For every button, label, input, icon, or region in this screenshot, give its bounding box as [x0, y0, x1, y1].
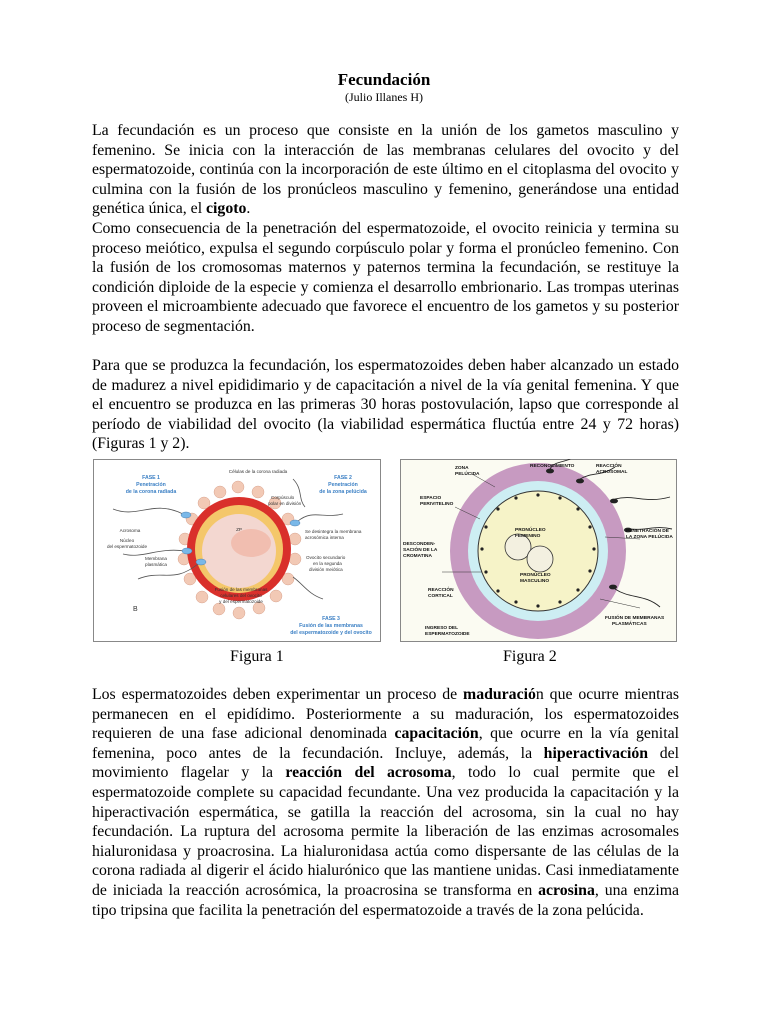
- panel-letter-b: B: [133, 606, 138, 613]
- membrana-line2: plasmática: [145, 562, 167, 567]
- term-reaccion-acrosoma: reacción del acrosoma: [285, 764, 452, 782]
- reaccion-cortical-line2: CORTICAL: [428, 594, 453, 599]
- fusion-line2: celulares del ovocito: [220, 593, 262, 598]
- paragraph-intro-end: .: [246, 200, 251, 218]
- reconocimiento-label: RECONOCIMIENTO: [530, 464, 575, 469]
- ovocito-line2: en la segunda: [313, 561, 342, 566]
- espacio-line2: PERIVITELINO: [420, 502, 454, 507]
- fusion-membranas-label: FUSIÓN DE MEMBRANAS: [605, 616, 665, 621]
- desintegra-line2: acrosómica interna: [305, 535, 344, 540]
- femenino-line2: FEMENINO: [515, 534, 541, 539]
- term-maduracion: maduració: [463, 686, 536, 703]
- membrana-label: Membrana: [145, 556, 167, 561]
- masculino-label: PRONÚCLEO: [520, 573, 551, 578]
- text-span: n que ocurre mientras permanecen en el epidídimo. Posteriormente a su maduración, los espermatozoides requieren de una fase adicional denominada: [92, 686, 679, 743]
- paragraph-meiosis: Como consecuencia de la penetración del espermatozoide, el ovocito reinicia y termina su proceso meiótico, expulsa el segundo corpúsculo polar y forma el pronúcleo femenino. Con la fusión de los cromosomas maternos y paternos termina la fecundación, se restituye la condición diploide de la especie y comienza el desarrollo embrionario. Las trompas uterinas proveen el microambiente adecuado que favorece el encuentro de los gametos y su posterior proceso de segmentación.: [92, 220, 679, 335]
- zp-label: ZP: [236, 527, 242, 532]
- text-span: del movimiento flagelar y la: [92, 744, 679, 782]
- fase2-label: FASE 2: [334, 475, 352, 481]
- document-title: Fecundación: [337, 70, 431, 89]
- ovocito-line3: división meiótica: [309, 567, 343, 572]
- ovocito-label: Ovocito secundario: [306, 555, 346, 560]
- fase3-line2: Fusión de las membranas: [299, 623, 363, 629]
- paragraph-intro: [92, 121, 679, 219]
- fase2-line3: de la zona pelúcida: [319, 489, 367, 495]
- fase3-line3: del espermatozoide y del ovocito: [290, 630, 372, 636]
- fase2-line2: Penetración: [328, 482, 358, 488]
- corona-label: Células de la corona radiada: [228, 469, 288, 474]
- corpusculo-line2: polar en división: [268, 501, 302, 506]
- figure-1-fertilization-phases: [93, 459, 381, 642]
- figure-1-caption: Figura 1: [230, 648, 284, 665]
- penetracion-line2: LA ZONA PELÚCIDA: [626, 535, 673, 540]
- paragraph-maturation: [92, 685, 679, 920]
- fase1-line2: Penetración: [136, 482, 166, 488]
- reaccion-acrosomal-label: REACCIÓN: [596, 464, 622, 469]
- text-span: , una enzima tipo tripsina que facilita la penetración del espermatozoide a través de la zona pelúcida.: [92, 881, 680, 919]
- document-author: (Julio Illanes H): [345, 90, 423, 104]
- figure-2-caption: Figura 2: [503, 648, 557, 665]
- pronucleus-male: [527, 546, 553, 572]
- term-cigoto: cigoto: [206, 200, 247, 218]
- ingreso-line2: ESPERMATOZOIDE: [425, 632, 470, 637]
- fusion-line3: y del espermatozoide: [219, 599, 263, 604]
- reaccion-cortical-label: REACCIÓN: [428, 588, 454, 593]
- paragraph-conditions: Para que se produzca la fecundación, los espermatozoides deben haber alcanzado un estado de madurez a nivel epididimario y de capacitación a nivel de la vía genital femenina. Y que el encuentro se produzca en las primeras 30 horas postovulación, lapso que corresponde al período de viabilidad del ovocito (la viabilidad espermática fluctúa entre 24 y 72 horas) (Figuras 1 y 2).: [92, 357, 679, 453]
- desintegra-label: Se desintegra la membrana: [305, 529, 362, 534]
- fase3-label: FASE 3: [322, 616, 340, 622]
- descondensacion-line2: SACIÓN DE LA: [403, 548, 438, 553]
- zona-line2: PELÚCIDA: [455, 472, 480, 477]
- nucleo-line2: del espermatozoide: [106, 544, 148, 549]
- zona-label: ZONA: [455, 466, 469, 471]
- figure-2-fertilization-events: [400, 459, 677, 642]
- fusion-label: Fusión de las membranas: [214, 587, 268, 592]
- nucleo-label: Núcleo: [119, 538, 135, 543]
- fase1-label: FASE 1: [142, 475, 160, 481]
- reaccion-acrosomal-line2: ACROSOMAL: [596, 470, 628, 475]
- descondensacion-line3: CROMATINA: [403, 554, 432, 559]
- femenino-label: PRONÚCLEO: [515, 528, 546, 533]
- penetracion-label: PENETRACIÓN DE: [626, 529, 669, 534]
- term-hiperactivacion: hiperactivación: [543, 744, 649, 762]
- fase1-line3: de la corona radiada: [125, 489, 177, 495]
- corpusculo-label: Corpúsculo: [271, 495, 295, 500]
- descondensacion-label: DESCONDEN-: [403, 542, 436, 547]
- acrosoma-label: Acrosoma: [119, 528, 141, 533]
- ingreso-label: INGRESO DEL: [425, 626, 459, 631]
- text-span: Los espermatozoides deben experimentar un proceso de: [92, 686, 464, 703]
- term-capacitacion: capacitación: [394, 725, 479, 743]
- term-acrosina: acrosina: [538, 881, 595, 899]
- fusion-membranas-line2: PLASMÁTICAS: [612, 622, 647, 627]
- text-span: , todo lo cual permite que el espermatozoide complete su capacidad fecundante. Una vez producida la capacitación y la hiperactivación espermática, se gatilla la reacción del acrosoma, sin la cual no hay fecundación. La ruptura del acrosoma permite la liberación de las enzimas acrosomales hialuronidasa y proacrosina. La hialuronidasa actúa como dispersante de las células de la corona radiada al digerir el ácido hialurónico que las mantiene unidas. Casi inmediatamente de iniciada la reacción acrosómica, la proacrosina se transforma en: [92, 764, 679, 899]
- text-span: , que ocurre en la vía genital femenina, poco antes de la fecundación. Incluye, además, la: [92, 725, 679, 762]
- masculino-line2: MASCULINO: [520, 579, 550, 584]
- paragraph-intro-text: La fecundación es un proceso que consiste en la unión de los gametos masculino y femenino. Se inicia con la interacción de las membranas celulares del ovocito y del espermatozoide, continúa con la incorporación de este último en el citoplasma del ovocito y culmina con la fusión de los pronúcleos masculino y femenino, generándose una entidad genética única, el: [92, 122, 679, 218]
- espacio-label: ESPACIO: [420, 496, 442, 501]
